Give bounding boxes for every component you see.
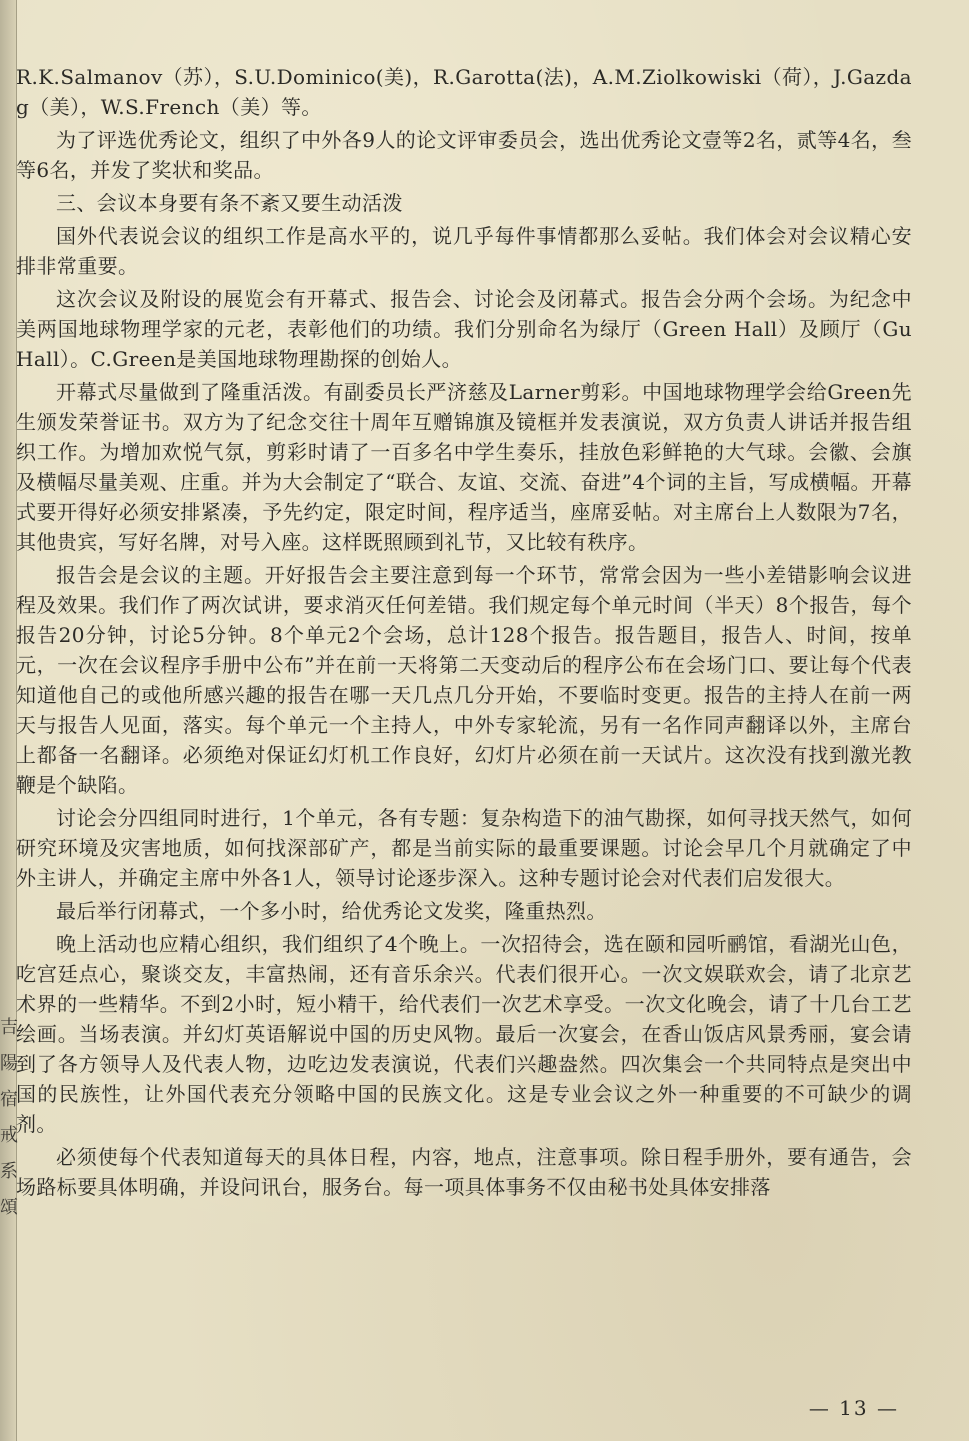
- margin-char: 宿: [0, 1089, 18, 1110]
- paragraph-opening-ceremony: 开幕式尽量做到了隆重活泼。有副委员长严济慈及Larner剪彩。中国地球物理学会给Green先生颁发荣誉证书。双方为了纪念交往十周年互赠锦旗及镜框并发表演说，双方负责人讲话并报告组织工作。为增加欢悦气氛，剪彩时请了一百多名中学生奏乐，挂放色彩鲜艳的大气球。会徽、会旗及横幅尽量美观、庄重。并为大会制定了“联合、友谊、交流、奋进”4个词的主旨，写成横幅。开幕式要开得好必须安排紧凑，予先约定，限定时间，程序适当，座席妥帖。对主席台上人数限为7名，其他贵宾，写好名牌，对号入座。这样既照顾到礼节，又比较有秩序。: [16, 380, 912, 554]
- margin-char: 頌: [0, 1197, 18, 1218]
- paragraph-evening-events: 晚上活动也应精心组织，我们组织了4个晚上。一次招待会，选在颐和园听鹂馆，看湖光山色，吃宫廷点心，聚谈交友，丰富热闹，还有音乐余兴。代表们很开心。一次文娱联欢会，请了北京艺术界的一些精华。不到2小时，短小精干，给代表们一次艺术享受。一次文化晚会，请了十几台工艺绘画。当场表演。并幻灯英语解说中国的历史风物。最后一次宴会，在香山饭店风景秀丽，宴会请到了各方领导人及代表人物，边吃边发表演说，代表们兴趣盎然。四次集会一个共同特点是突出中国的民族性，让外国代表充分领略中国的民族文化。这是专业会议之外一种重要的不可缺少的调剂。: [16, 932, 912, 1136]
- paragraph-closing-ceremony: 最后举行闭幕式，一个多小时，给优秀论文发奖，隆重热烈。: [56, 899, 607, 923]
- section-heading: 三、会议本身要有条不紊又要生动活泼: [56, 191, 403, 215]
- body-text: [16, 62, 912, 1205]
- left-margin-bleed-text: [0, 1010, 18, 1226]
- paragraph-participants: R.K.Salmanov（苏），S.U.Dominico(美)，R.Garotta(法)，A.M.Ziolkowiski（荷），J.Gazdag（美），W.S.French（美）等。: [16, 65, 912, 119]
- paragraph-awards: 为了评选优秀论文，组织了中外各9人的论文评审委员会，选出优秀论文壹等2名，贰等4名，叁等6名，并发了奖状和奖品。: [16, 128, 912, 182]
- paragraph-schedule-notice: 必须使每个代表知道每天的具体日程，内容，地点，注意事项。除日程手册外，要有通告，会场路标要具体明确，并设问讯台，服务台。每一项具体事务不仅由秘书处具体安排落: [16, 1145, 912, 1199]
- paragraph-discussion-sessions: 讨论会分四组同时进行，1个单元，各有专题：复杂构造下的油气勘探，如何寻找天然气，如何研究环境及灾害地质，如何找深部矿产，都是当前实际的最重要课题。讨论会早几个月就确定了中外主讲人，并确定主席中外各1人，领导讨论逐步深入。这种专题讨论会对代表们启发很大。: [16, 806, 912, 890]
- margin-char: 戒: [0, 1125, 18, 1146]
- paragraph-organization: 国外代表说会议的组织工作是高水平的，说几乎每件事情都那么妥帖。我们体会对会议精心安排非常重要。: [16, 224, 912, 278]
- paragraph-venues: 这次会议及附设的展览会有开幕式、报告会、讨论会及闭幕式。报告会分两个会场。为纪念中美两国地球物理学家的元老，表彰他们的功绩。我们分别命名为绿厅（Green Hall）及顾厅（Gu Hall）。C.Green是美国地球物理勘探的创始人。: [16, 287, 912, 371]
- page-number: — 13 —: [808, 1396, 899, 1420]
- margin-char: 陽: [0, 1053, 18, 1074]
- margin-char: 系: [0, 1161, 18, 1182]
- paragraph-report-sessions: 报告会是会议的主题。开好报告会主要注意到每一个环节，常常会因为一些小差错影响会议进程及效果。我们作了两次试讲，要求消灭任何差错。我们规定每个单元时间（半天）8个报告，每个报告20分钟，讨论5分钟。8个单元2个会场，总计128个报告。报告题目，报告人、时间，按单元，一次在会议程序手册中公布”并在前一天将第二天变动后的程序公布在会场门口、要让每个代表知道他自己的或他所感兴趣的报告在哪一天几点几分开始，不要临时变更。报告的主持人在前一两天与报告人见面，落实。每个单元一个主持人，中外专家轮流，另有一名作同声翻译以外，主席台上都备一名翻译。必须绝对保证幻灯机工作良好，幻灯片必须在前一天试片。这次没有找到激光教鞭是个缺陷。: [16, 563, 912, 797]
- margin-char: 吉: [0, 1017, 18, 1038]
